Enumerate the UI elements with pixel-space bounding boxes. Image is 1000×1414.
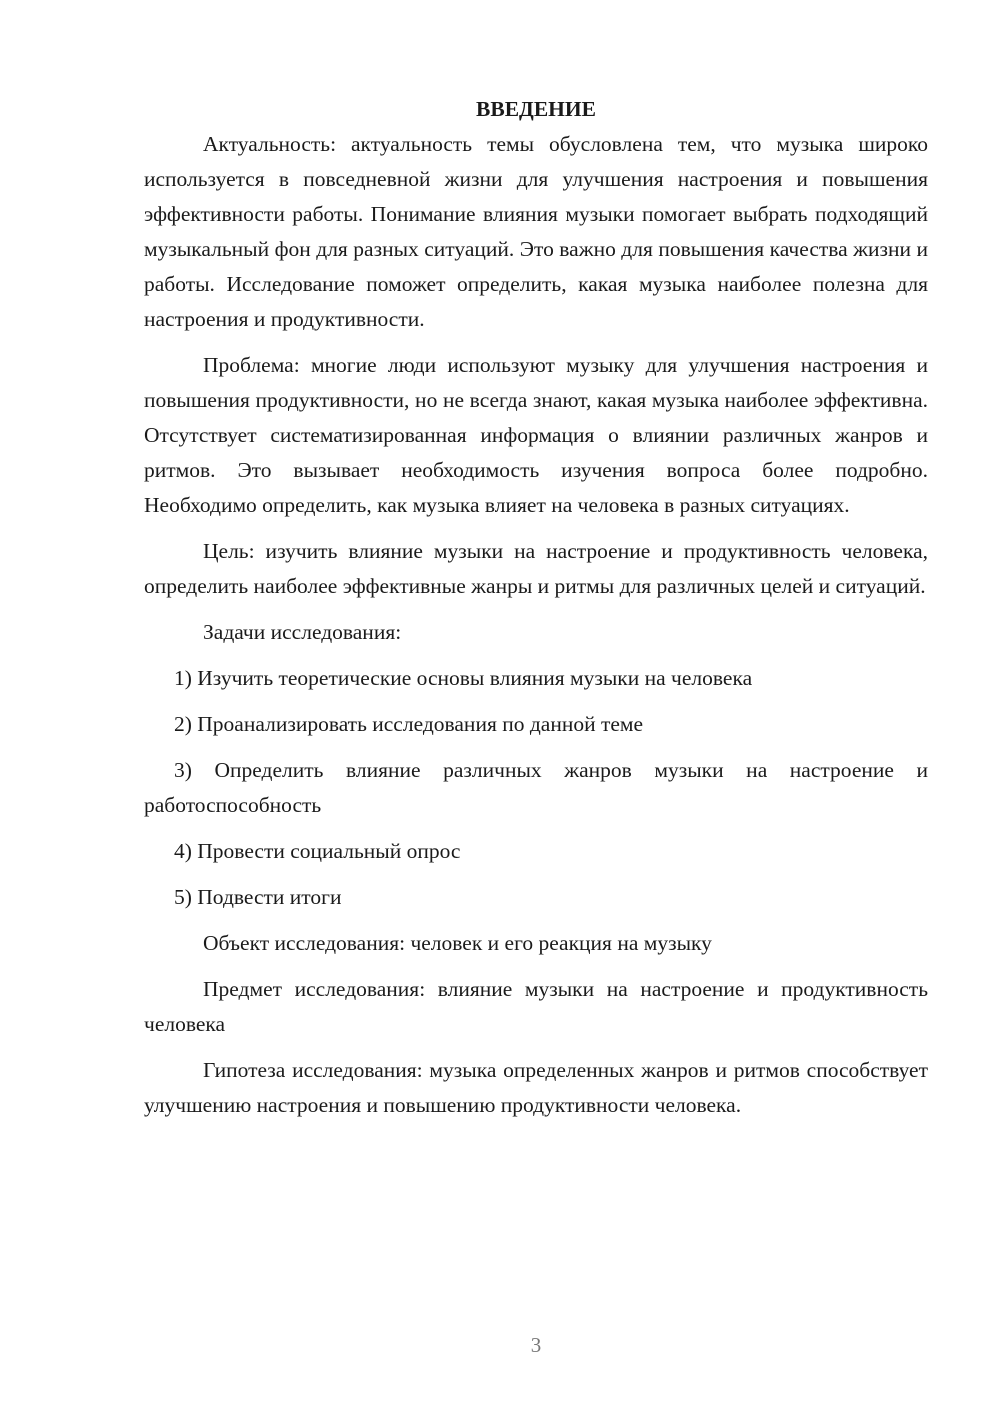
task-item: 2) Проанализировать исследования по данной теме <box>174 712 644 736</box>
page-content <box>144 92 928 1134</box>
task-item: 3) Определить влияние различных жанров музыки на настроение и работоспособность <box>144 758 928 817</box>
relevance-paragraph: Актуальность: актуальность темы обусловлена тем, что музыка широко используется в повседневной жизни для улучшения настроения и повышения эффективности работы. Понимание влияния музыки помогает выбрать подходящий музыкальный фон для разных ситуаций. Это важно для повышения качества жизни и работы. Исследование поможет определить, какая музыка наиболее полезна для настроения и продуктивности. <box>144 132 928 331</box>
hypothesis-paragraph: Гипотеза исследования: музыка определенных жанров и ритмов способствует улучшению настроения и повышению продуктивности человека. <box>144 1058 928 1117</box>
page-title: ВВЕДЕНИЕ <box>476 97 596 121</box>
object-paragraph: Объект исследования: человек и его реакция на музыку <box>203 931 712 955</box>
problem-paragraph: Проблема: многие люди используют музыку для улучшения настроения и повышения продуктивности, но не всегда знают, какая музыка наиболее эффективна. Отсутствует систематизированная информация о влиянии различных жанров и ритмов. Это вызывает необходимость изучения вопроса более подробно. Необходимо определить, как музыка влияет на человека в разных ситуациях. <box>144 353 928 517</box>
task-item: 1) Изучить теоретические основы влияния музыки на человека <box>174 666 753 690</box>
task-item: 4) Провести социальный опрос <box>174 839 461 863</box>
subject-paragraph: Предмет исследования: влияние музыки на настроение и продуктивность человека <box>144 977 928 1036</box>
page-number: 3 <box>530 1333 542 1357</box>
task-item: 5) Подвести итоги <box>174 885 342 909</box>
tasks-heading: Задачи исследования: <box>203 620 402 644</box>
goal-paragraph: Цель: изучить влияние музыки на настроение и продуктивность человека, определить наиболее эффективные жанры и ритмы для различных целей и ситуаций. <box>144 539 928 598</box>
